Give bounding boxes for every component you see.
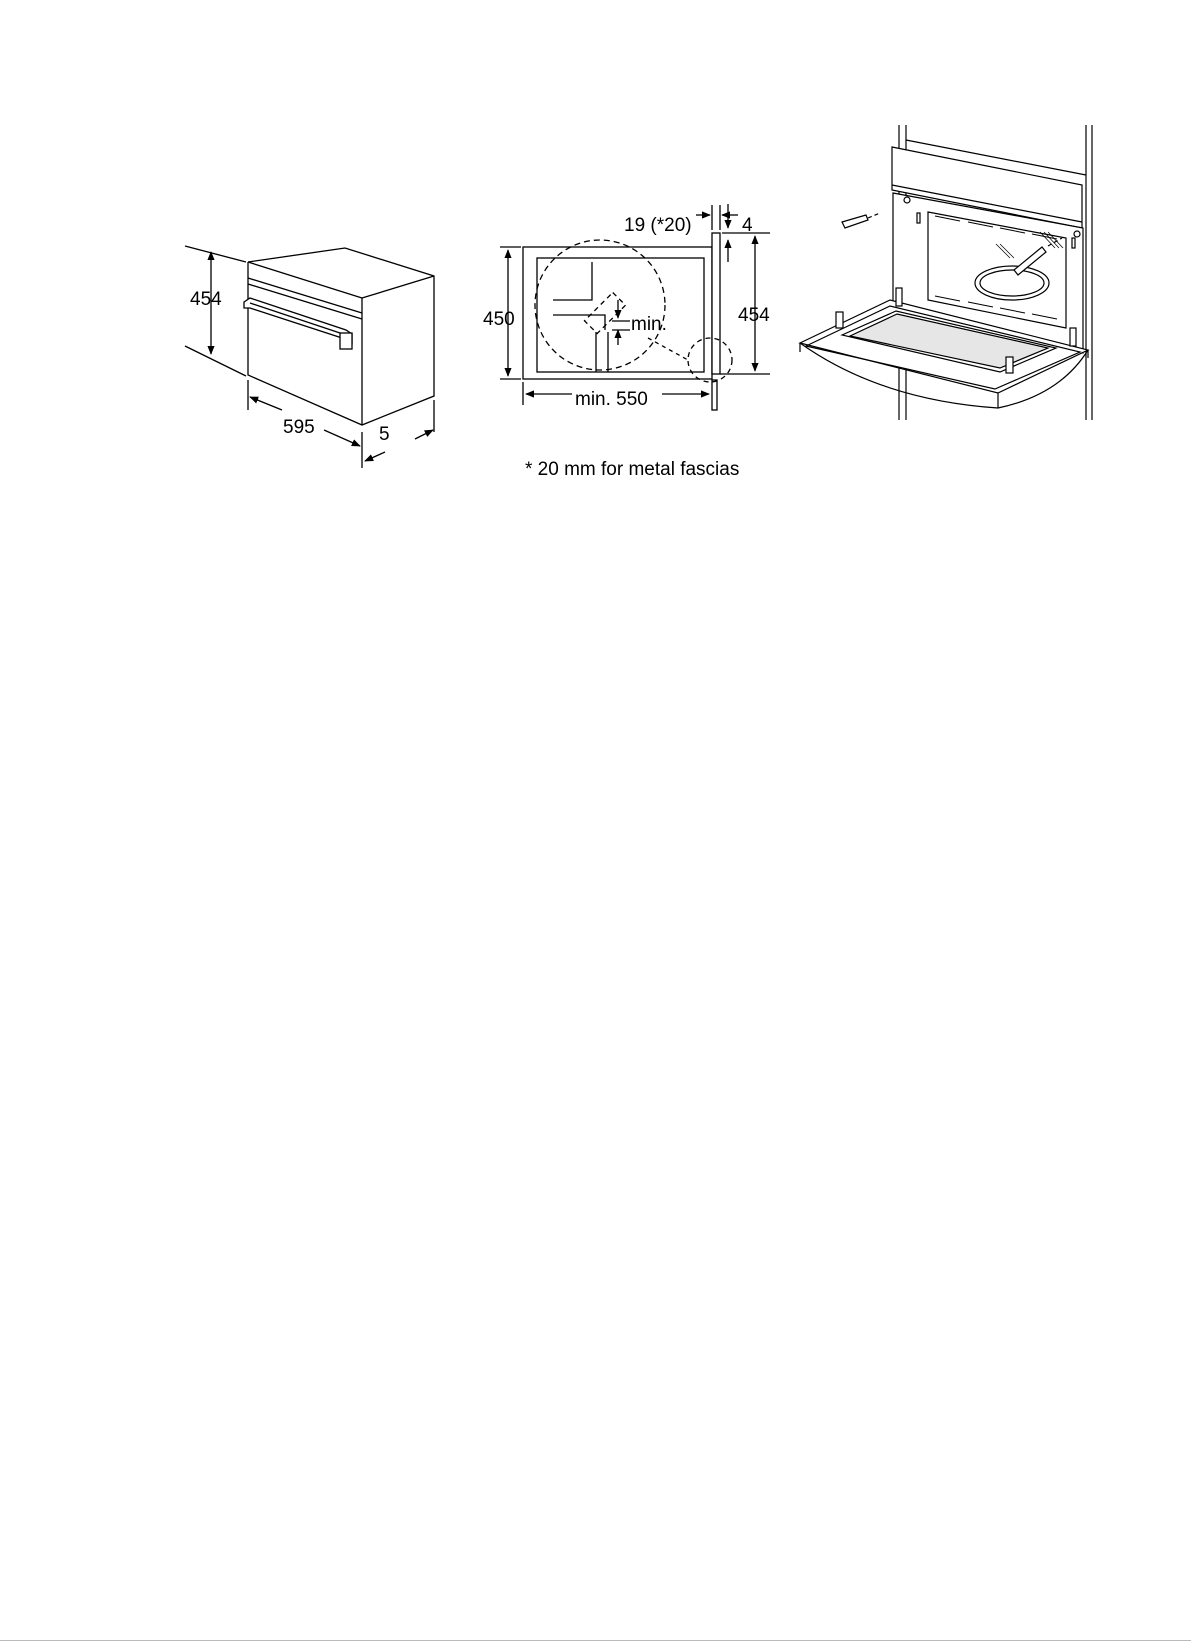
height-dimension [185, 246, 246, 376]
fascia-thickness-label: 19 (*20) [624, 215, 692, 236]
min-gap-label: min. [631, 314, 667, 335]
appliance-outline [244, 248, 434, 425]
appliance-height-label: 454 [738, 305, 770, 326]
installation-figure [800, 125, 1092, 420]
depth-label: 5 [379, 424, 390, 445]
niche-depth-label: min. 550 [575, 389, 648, 410]
detail-circle [535, 240, 665, 370]
niche-height-label: 450 [483, 309, 515, 330]
height-label: 454 [190, 289, 222, 310]
gap-label: 4 [742, 215, 753, 236]
page-bottom-rule [0, 1640, 1191, 1646]
screw-left [842, 213, 880, 228]
fascia [712, 233, 720, 374]
width-label: 595 [283, 417, 315, 438]
footnote: * 20 mm for metal fascias [525, 459, 740, 480]
depth-dimension [365, 400, 434, 461]
